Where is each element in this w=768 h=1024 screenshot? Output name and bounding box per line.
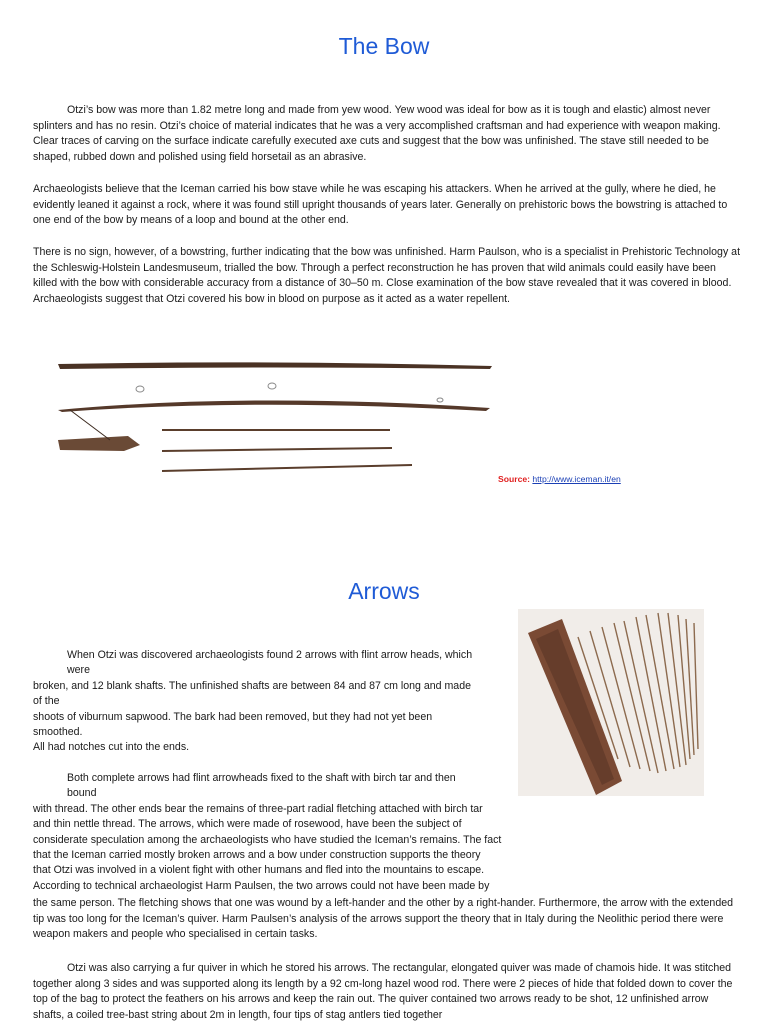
- text-line: smoothed.: [33, 726, 83, 739]
- text-line: were: [67, 664, 90, 677]
- text-line: that Otzi was involved in a violent fight with other humans and fled into the mountains to escape.: [33, 864, 485, 877]
- text-line: shoots of viburnum sapwood. The bark had been removed, but they had not yet been: [33, 710, 433, 723]
- text-line: considerate speculation among the archaeologists who have studied the Iceman’s remains. The fact: [33, 833, 502, 846]
- arrows-heading: Arrows: [348, 578, 420, 604]
- bow-paragraph-2: Archaeologists believe that the Iceman carried his bow stave while he was escaping his attackers. When he arrived at the gully, where he died, he evidently leaned it against a rock, where it was found still upright thousands of years later. Generally on prehistoric bows the bowstring is attached to one end of the bow by means of a loop and bound at the other end.: [33, 183, 728, 227]
- source-label: Source:: [498, 474, 530, 484]
- arrows-paragraph-3: Otzi was also carrying a fur quiver in which he stored his arrows. The rectangular, elongated quiver was made of chamois hide. It was stitched together along 3 sides and was supported along its length by a 92 cm-long hazel wood rod. There were 2 pieces of hide that folded down to cover the top of the bag to protect the feathers on his arrows and keep the rain out. The quiver contained two arrows ready to be shot, 12 unfinished arrow shafts, a coiled tree-bast string about 2m in length, four tips of stag antlers tied together: [33, 962, 733, 1021]
- arrows-paragraph-2-continued: the same person. The fletching shows that one was wound by a left-hander and the other by a right-hander. Furthermore, the arrow with the extended tip was too long for the Iceman’s quiver. Harm Paulsen’s analysis of the arrows support the theory that in Italy during the Neolithic period there were weapon makers and people who specialised in certain tasks.: [33, 897, 733, 941]
- bow-paragraph-1: Otzi’s bow was more than 1.82 metre long and made from yew wood. Yew wood was ideal for bow as it is tough and elastic) almost never splinters and has no resin. Otzi’s choice of material indicates that he was a very accomplished craftsman and had experience with weapon making. Clear traces of carving on the surface indicate carefully executed axe cuts and suggest that the bow was unfinished. The stave still needed to be shaped, rubbed down and polished using field horsetail as an abrasive.: [33, 104, 721, 163]
- arrows-paragraph-2: [33, 771, 523, 894]
- text-line: According to technical archaeologist Harm Paulsen, the two arrows could not have been made by: [33, 879, 490, 892]
- bow-stave-photo: [50, 350, 498, 480]
- text-line: bound: [67, 787, 97, 800]
- arrows-quiver-photo: [518, 609, 704, 796]
- arrows-paragraph-1: [33, 648, 523, 756]
- source-link[interactable]: http://www.iceman.it/en: [532, 474, 621, 484]
- text-line: When Otzi was discovered archaeologists found 2 arrows with flint arrow heads, which: [67, 649, 473, 661]
- text-line: All had notches cut into the ends.: [33, 741, 190, 754]
- bow-paragraph-3: There is no sign, however, of a bowstring, further indicating that the bow was unfinished. Harm Paulson, who is a specialist in Prehistoric Technology at the Schleswig-Holstein Landesmuseum, trialled the bow. Through a perfect reconstruction he has proven that wild animals could easily have been killed with the bow with considerable accuracy from a distance of 30–50 m. Close examination of the bow stave revealed that it was covered in blood. Archaeologists suggest that Otzi covered his bow in blood on purpose as it acted as a water repellent.: [33, 246, 741, 305]
- image-source: [498, 474, 621, 484]
- text-line: that the Iceman carried mostly broken arrows and a bow under construction supports the theory: [33, 849, 481, 862]
- bow-heading: The Bow: [338, 33, 430, 59]
- text-line: with thread. The other ends bear the remains of three-part radial fletching attached with birch tar: [33, 802, 483, 815]
- text-line: of the: [33, 695, 60, 708]
- text-line: and thin nettle thread. The arrows, which were made of rosewood, have been the subject of: [33, 818, 462, 831]
- text-line: broken, and 12 blank shafts. The unfinished shafts are between 84 and 87 cm long and made: [33, 679, 471, 692]
- text-line: Both complete arrows had flint arrowheads fixed to the shaft with birch tar and then: [67, 772, 456, 784]
